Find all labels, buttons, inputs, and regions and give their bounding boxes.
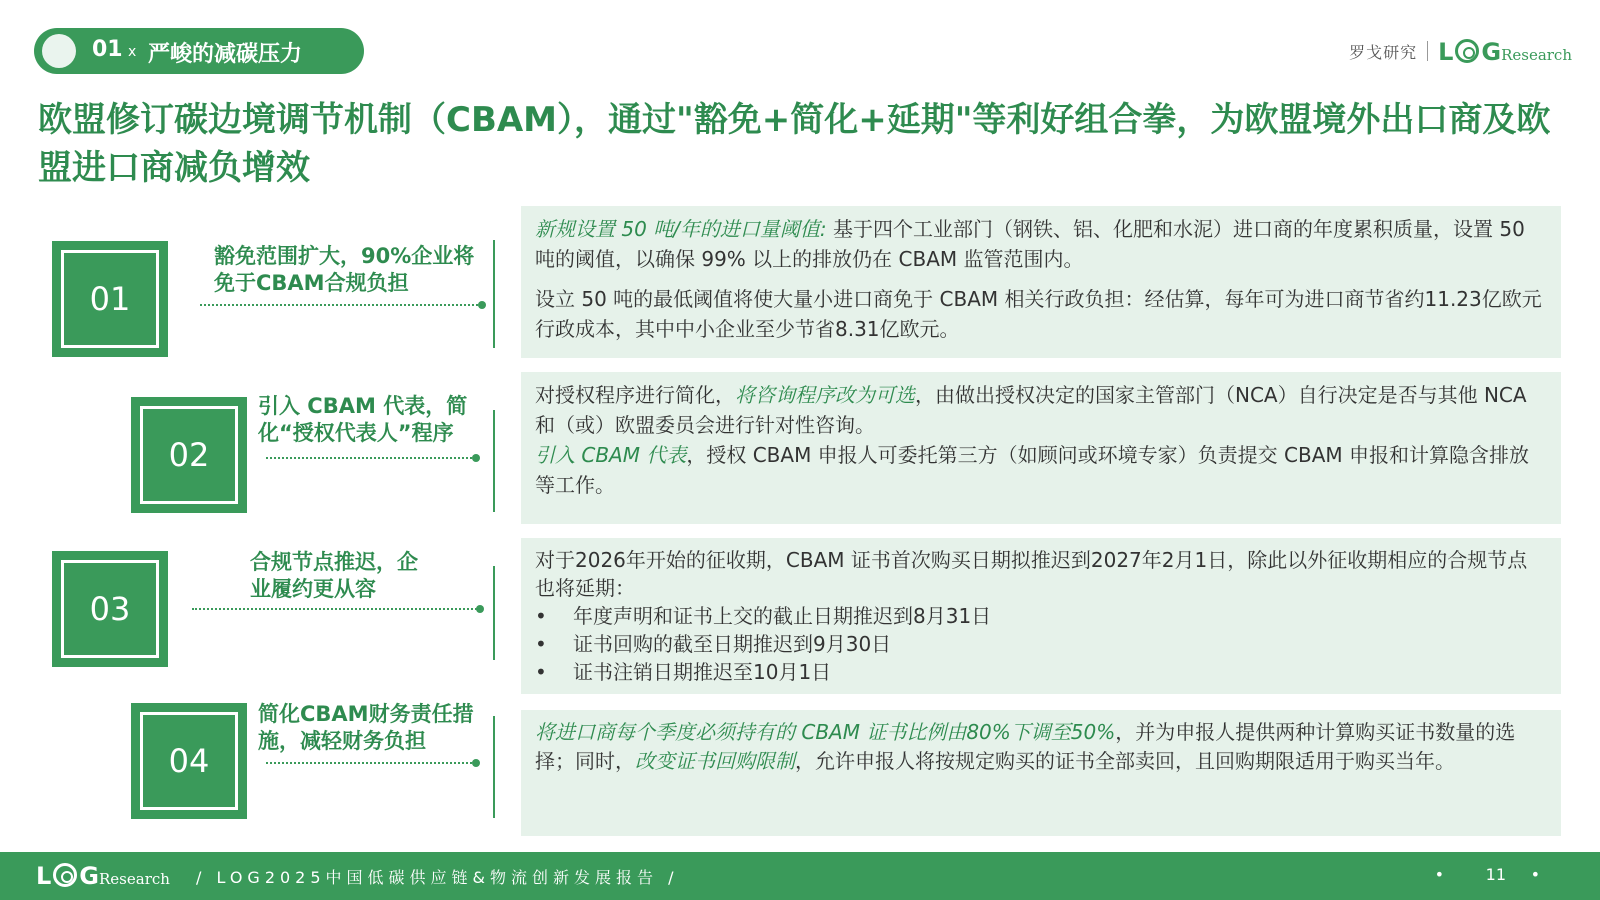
item-number: 01 (61, 250, 159, 348)
item-connector-02 (266, 457, 476, 459)
logr-logo (1438, 36, 1572, 66)
page-dot-left: • (1434, 865, 1444, 884)
page-dot-right: • (1530, 865, 1540, 884)
content-box-02 (521, 372, 1561, 524)
box1-text: 基于四个工业部门（钢铁、铝、化肥和水泥）进口商的年度累积质量，设置 50 吨的阈值，以确保 99% 以上的排放仍在 CBAM 监管范围内。 (535, 217, 1525, 271)
box2-text-c: ，授权 CBAM 申报人可委托第三方（如顾问或环境专家）负责提交 CBAM 申报和计算隐含排放等工作。 (535, 443, 1530, 497)
bullet-text: 年度声明和证书上交的截止日期推迟到8月31日 (573, 604, 992, 628)
box4-highlight-1: 将进口商每个季度必须持有的 CBAM 证书比例由80%下调至50% (535, 720, 1116, 744)
item-divider-01 (493, 240, 495, 348)
logo-research: Research (1501, 46, 1572, 64)
content-box-03 (521, 538, 1561, 694)
item-connector-03 (192, 608, 480, 610)
bullet-text: 证书回购的截至日期推迟到9月30日 (573, 632, 892, 656)
logo-letter-g: G (1481, 38, 1502, 66)
box1-para-2: 设立 50 吨的最低阈值将使大量小进口商免于 CBAM 相关行政负担：经估算，每年可为进口商节省约11.23亿欧元行政成本，其中中小企业至少节省8.31亿欧元。 (535, 287, 1542, 341)
logo-letter-l: L (1438, 38, 1454, 66)
box4-para (535, 718, 1547, 776)
box2-highlight-1: 将咨询程序改为可选 (735, 383, 915, 407)
list-item (535, 630, 1547, 658)
pill-circle (42, 34, 76, 68)
item-number: 03 (61, 560, 159, 658)
footer-report-title: / LOG2025中国低碳供应链&物流创新发展报告 / (196, 868, 679, 887)
item-card-04 (131, 703, 247, 819)
logo-research: Research (99, 870, 170, 888)
box2-para-2 (535, 440, 1547, 500)
footer-logo (36, 860, 170, 890)
section-number: 01 (92, 37, 123, 62)
box4-highlight-2: 改变证书回购限制 (635, 749, 795, 773)
box1-highlight: 新规设置 50 吨/年的进口量阈值: (535, 217, 827, 241)
content-box-04 (521, 710, 1561, 836)
item-divider-02 (493, 410, 495, 512)
bullet-icon: • (535, 660, 547, 684)
item-card-03 (52, 551, 168, 667)
section-separator: x (128, 44, 137, 60)
brand-divider (1427, 41, 1428, 61)
box4-text-a: ，并为申报人提供两种计算购买证书数量的选择；同时， (535, 720, 1516, 773)
section-pill (34, 28, 364, 74)
bullet-icon: • (535, 604, 547, 628)
logo-letter-l: L (36, 862, 52, 890)
item-card-02 (131, 397, 247, 513)
box1-para-1 (535, 214, 1547, 274)
content-box-01 (521, 206, 1561, 358)
section-title: 严峻的减碳压力 (148, 42, 303, 67)
item-connector-04 (266, 762, 476, 764)
list-item (535, 602, 1547, 630)
item-label-03: 合规节点推迟，企业履约更从容 (250, 550, 418, 601)
brand-name-cn: 罗戈研究 (1349, 42, 1418, 62)
box2-para-1 (535, 380, 1547, 440)
item-divider-04 (493, 716, 495, 818)
logo-ring-icon (53, 863, 77, 887)
item-label-01: 豁免范围扩大，90%企业将免于CBAM合规负担 (214, 244, 475, 295)
logo-letter-g: G (79, 862, 99, 890)
bullet-text: 证书注销日期推迟至10月1日 (573, 660, 832, 684)
logo-ring-icon (1455, 39, 1479, 63)
page-number: 11 (1485, 865, 1506, 884)
item-divider-03 (493, 566, 495, 660)
item-connector-01 (200, 304, 482, 306)
page-title: 欧盟修订碳边境调节机制（CBAM），通过"豁免+简化+延期"等利好组合拳，为欧盟境外出口商及欧盟进口商减负增效 (38, 100, 1551, 188)
brand-header (1349, 36, 1572, 66)
box2-highlight-2: 引入 CBAM 代表 (535, 443, 687, 467)
item-label-04: 简化CBAM财务责任措施，减轻财务负担 (258, 702, 474, 753)
box2-text-b: ，由做出授权决定的国家主管部门（NCA）自行决定是否与其他 NCA 和（或）欧盟委员会进行针对性咨询。 (535, 383, 1527, 437)
list-item (535, 658, 1547, 686)
box2-text-a: 对授权程序进行简化， (535, 383, 735, 407)
box4-text-b: ，允许申报人将按规定购买的证书全部卖回，且回购期限适用于购买当年。 (795, 749, 1455, 773)
bullet-icon: • (535, 632, 547, 656)
item-label-02: 引入 CBAM 代表，简化“授权代表人”程序 (258, 394, 468, 445)
item-number: 04 (140, 712, 238, 810)
item-number: 02 (140, 406, 238, 504)
item-card-01 (52, 241, 168, 357)
footer-bar (0, 852, 1600, 900)
box3-intro: 对于2026年开始的征收期，CBAM 证书首次购买日期拟推迟到2027年2月1日，除此以外征收期相应的合规节点也将延期： (535, 548, 1528, 600)
